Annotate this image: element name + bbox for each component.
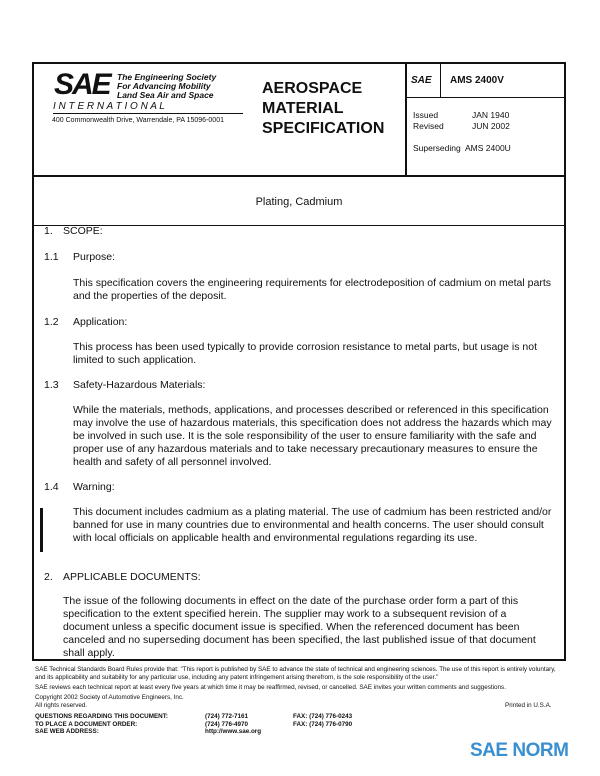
contact-label: TO PLACE A DOCUMENT ORDER:: [35, 720, 138, 728]
paragraph: This document includes cadmium as a plating material. The use of cadmium has been restricted and/or banned for use in many countries due to environmental and health concerns. The user should consult with local officials on applicable health and environmental regulations regarding its use.: [73, 506, 552, 544]
paragraph: This process has been used typically to provide corrosion resistance to metal parts, but usage is not limited to such application.: [73, 341, 537, 366]
phone-number: (724) 772-7161: [205, 713, 249, 720]
section-heading: Purpose:: [73, 251, 116, 263]
fax-number: FAX: (724) 776-0790: [293, 720, 353, 728]
divider: [405, 97, 566, 98]
divider: [440, 62, 441, 98]
section-number: 1.2: [44, 316, 59, 328]
document-title: Plating, Cadmium: [255, 196, 343, 208]
revised-label: Revised: [413, 121, 444, 131]
divider: [405, 62, 407, 176]
tagline: [117, 73, 216, 100]
section-number: 1.1: [44, 251, 59, 263]
address: 400 Commonwealth Drive, Warrendale, PA 15096-0001: [52, 117, 224, 124]
paragraph: While the materials, methods, applications, and processes described or referenced in this specification may involve the use of hazardous materials, this specification does not address the hazards which may be involved in such use. It is the sole responsibility of the user to ensure familiarity with the safe and proper use of any hazardous materials and to take necessary precautionary measures to ensure the health and safety of all personnel involved.: [73, 404, 552, 468]
contact-label: SAE WEB ADDRESS:: [35, 728, 99, 735]
section-heading: SCOPE:: [63, 225, 103, 237]
doc-type-line: AEROSPACE: [262, 80, 363, 97]
fax-number: FAX: (724) 776-0243: [293, 713, 353, 720]
section-heading: APPLICABLE DOCUMENTS:: [63, 571, 201, 583]
tagline-line: Land Sea Air and Space: [117, 90, 214, 100]
rules-text: SAE Technical Standards Board Rules provide that: "This report is published by SAE to advance the state of technical and engineering sciences. The use of this report is entirely voluntary, and its applicability and suitability for any particular use, including any patent infringement arising therefrom, is the sole responsibility of the user.": [35, 666, 556, 681]
revised-value: JUN 2002: [472, 121, 510, 131]
sae-norm-watermark: SAE NORM: [470, 740, 569, 761]
divider: [53, 113, 243, 114]
rights: All rights reserved.: [35, 702, 88, 709]
issued-value: JAN 1940: [472, 110, 510, 120]
web-address-link[interactable]: http://www.sae.org: [205, 728, 262, 735]
doc-type-line: MATERIAL: [262, 100, 344, 117]
issued-label: Issued: [413, 110, 439, 120]
contact-labels: [35, 713, 168, 736]
sae-small-logo: SAE: [411, 75, 432, 86]
section-heading: Safety-Hazardous Materials:: [73, 379, 206, 391]
document-type: [262, 79, 384, 139]
section-heading: Warning:: [73, 481, 115, 493]
change-bar: [40, 508, 43, 552]
divider: [32, 175, 566, 177]
contact-phones: [205, 713, 261, 736]
section-number: 1.3: [44, 379, 59, 391]
review-text: SAE reviews each technical report at least every five years at which time it may be reaffirmed, revised, or cancelled. SAE invites your written comments and suggestions.: [35, 684, 506, 691]
copyright: Copyright 2002 Society of Automotive Engineers, Inc.: [35, 694, 184, 701]
section-number: 2.: [44, 571, 53, 583]
phone-number: (724) 776-4970: [205, 720, 249, 728]
section-heading: Application:: [73, 316, 128, 328]
printed-in: Printed in U.S.A.: [505, 702, 552, 709]
doc-type-line: SPECIFICATION: [262, 120, 385, 137]
tagline-line: The Engineering Society: [117, 72, 217, 82]
paragraph: The issue of the following documents in effect on the date of the purchase order form a part of this specification to the extent specified herein. The supplier may work to a subsequent revision of a document unless a specific document issue is specified. When the referenced document has been canceled and no superseding document has been specified, the last published issue of that document shall apply.: [63, 595, 536, 659]
contact-faxes: [293, 713, 352, 728]
section-number: 1.4: [44, 481, 59, 493]
divider: [32, 225, 566, 226]
section-number: 1.: [44, 225, 53, 237]
superseding: Superseding AMS 2400U: [413, 143, 511, 153]
tagline-line: For Advancing Mobility: [117, 81, 211, 91]
document-number: AMS 2400V: [450, 75, 504, 86]
paragraph: This specification covers the engineering requirements for electrodeposition of cadmium on metal parts and the properties of the deposit.: [73, 277, 551, 302]
contact-label: QUESTIONS REGARDING THIS DOCUMENT:: [35, 713, 168, 720]
international-text: I N T E R N A T I O N A L: [53, 101, 165, 112]
sae-logo: SAE: [54, 68, 110, 101]
